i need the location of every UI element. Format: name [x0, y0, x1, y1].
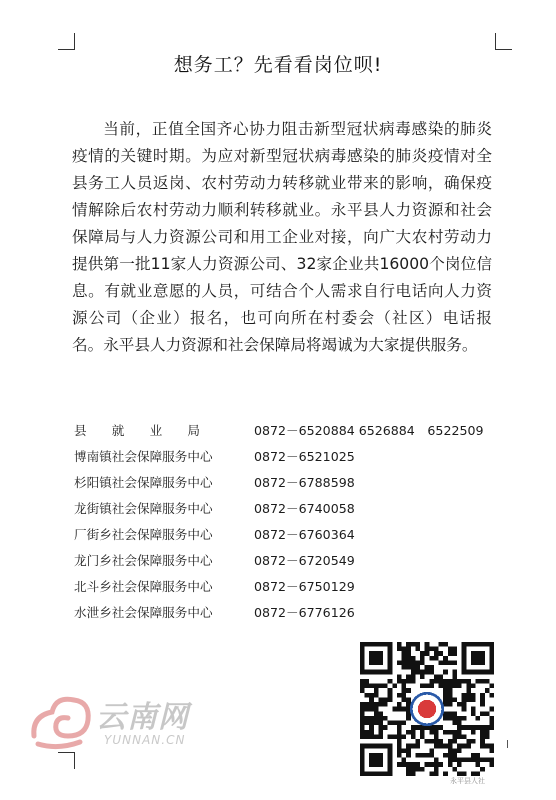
- crop-mark-top-right: [495, 33, 512, 50]
- contact-row: [74, 548, 494, 574]
- contact-name: 龙门乡社会保障服务中心: [74, 553, 213, 568]
- contact-row: [74, 522, 494, 548]
- contact-phone: 0872－6720549: [254, 553, 355, 568]
- contact-phone: 0872－6740058: [254, 501, 355, 516]
- contact-name: 厂街乡社会保障服务中心: [74, 527, 213, 542]
- contact-phone: 0872－6760364: [254, 527, 355, 542]
- contact-row: [74, 444, 494, 470]
- notice-paragraph: 当前，正值全国齐心协力阻击新型冠状病毒感染的肺炎疫情的关键时期。为应对新型冠状病毒感染的肺炎疫情对全县务工人员返岗、农村劳动力转移就业带来的影响，确保疫情解除后农村劳动力顺利转移就业。永平县人力资源和社会保障局与人力资源公司和用工企业对接，向广大农村劳动力提供第一批11家人力资源公司、32家企业共16000个岗位信息。有就业意愿的人员，可结合个人需求自行电话向人力资源公司（企业）报名，也可向所在村委会（社区）电话报名。永平县人力资源和社会保障局将竭诚为大家提供服务。: [72, 120, 492, 354]
- contact-row: [74, 574, 494, 600]
- crop-mark-bottom-right: [507, 740, 508, 748]
- contact-row: [74, 496, 494, 522]
- contact-name: 县 就 业 局: [74, 423, 200, 438]
- page-title: 想务工？先看看岗位呗!: [173, 54, 383, 76]
- qr-code-icon: [360, 642, 494, 776]
- logo-domain: YUNNAN.CN: [104, 733, 186, 747]
- contact-list: [74, 418, 494, 626]
- contact-name: 龙街镇社会保障服务中心: [74, 501, 213, 516]
- logo-wordmark: 云南网: [96, 700, 189, 735]
- contact-name: 北斗乡社会保障服务中心: [74, 579, 213, 594]
- contact-name: 水泄乡社会保障服务中心: [74, 605, 213, 620]
- contact-row: [74, 600, 494, 626]
- contact-name: 杉阳镇社会保障服务中心: [74, 475, 213, 490]
- contact-phone: 0872－6521025: [254, 449, 355, 464]
- contact-row: [74, 470, 494, 496]
- contact-phone: 0872－6788598: [254, 475, 355, 490]
- contact-phone: 0872－6520884 6526884 6522509: [254, 423, 484, 438]
- contact-phone: 0872－6776126: [254, 605, 355, 620]
- watermark-text: 永平县人社: [450, 777, 485, 785]
- contact-row: [74, 418, 494, 444]
- contact-name: 博南镇社会保障服务中心: [74, 449, 213, 464]
- crop-mark-top-left: [58, 33, 75, 50]
- contact-phone: 0872－6750129: [254, 579, 355, 594]
